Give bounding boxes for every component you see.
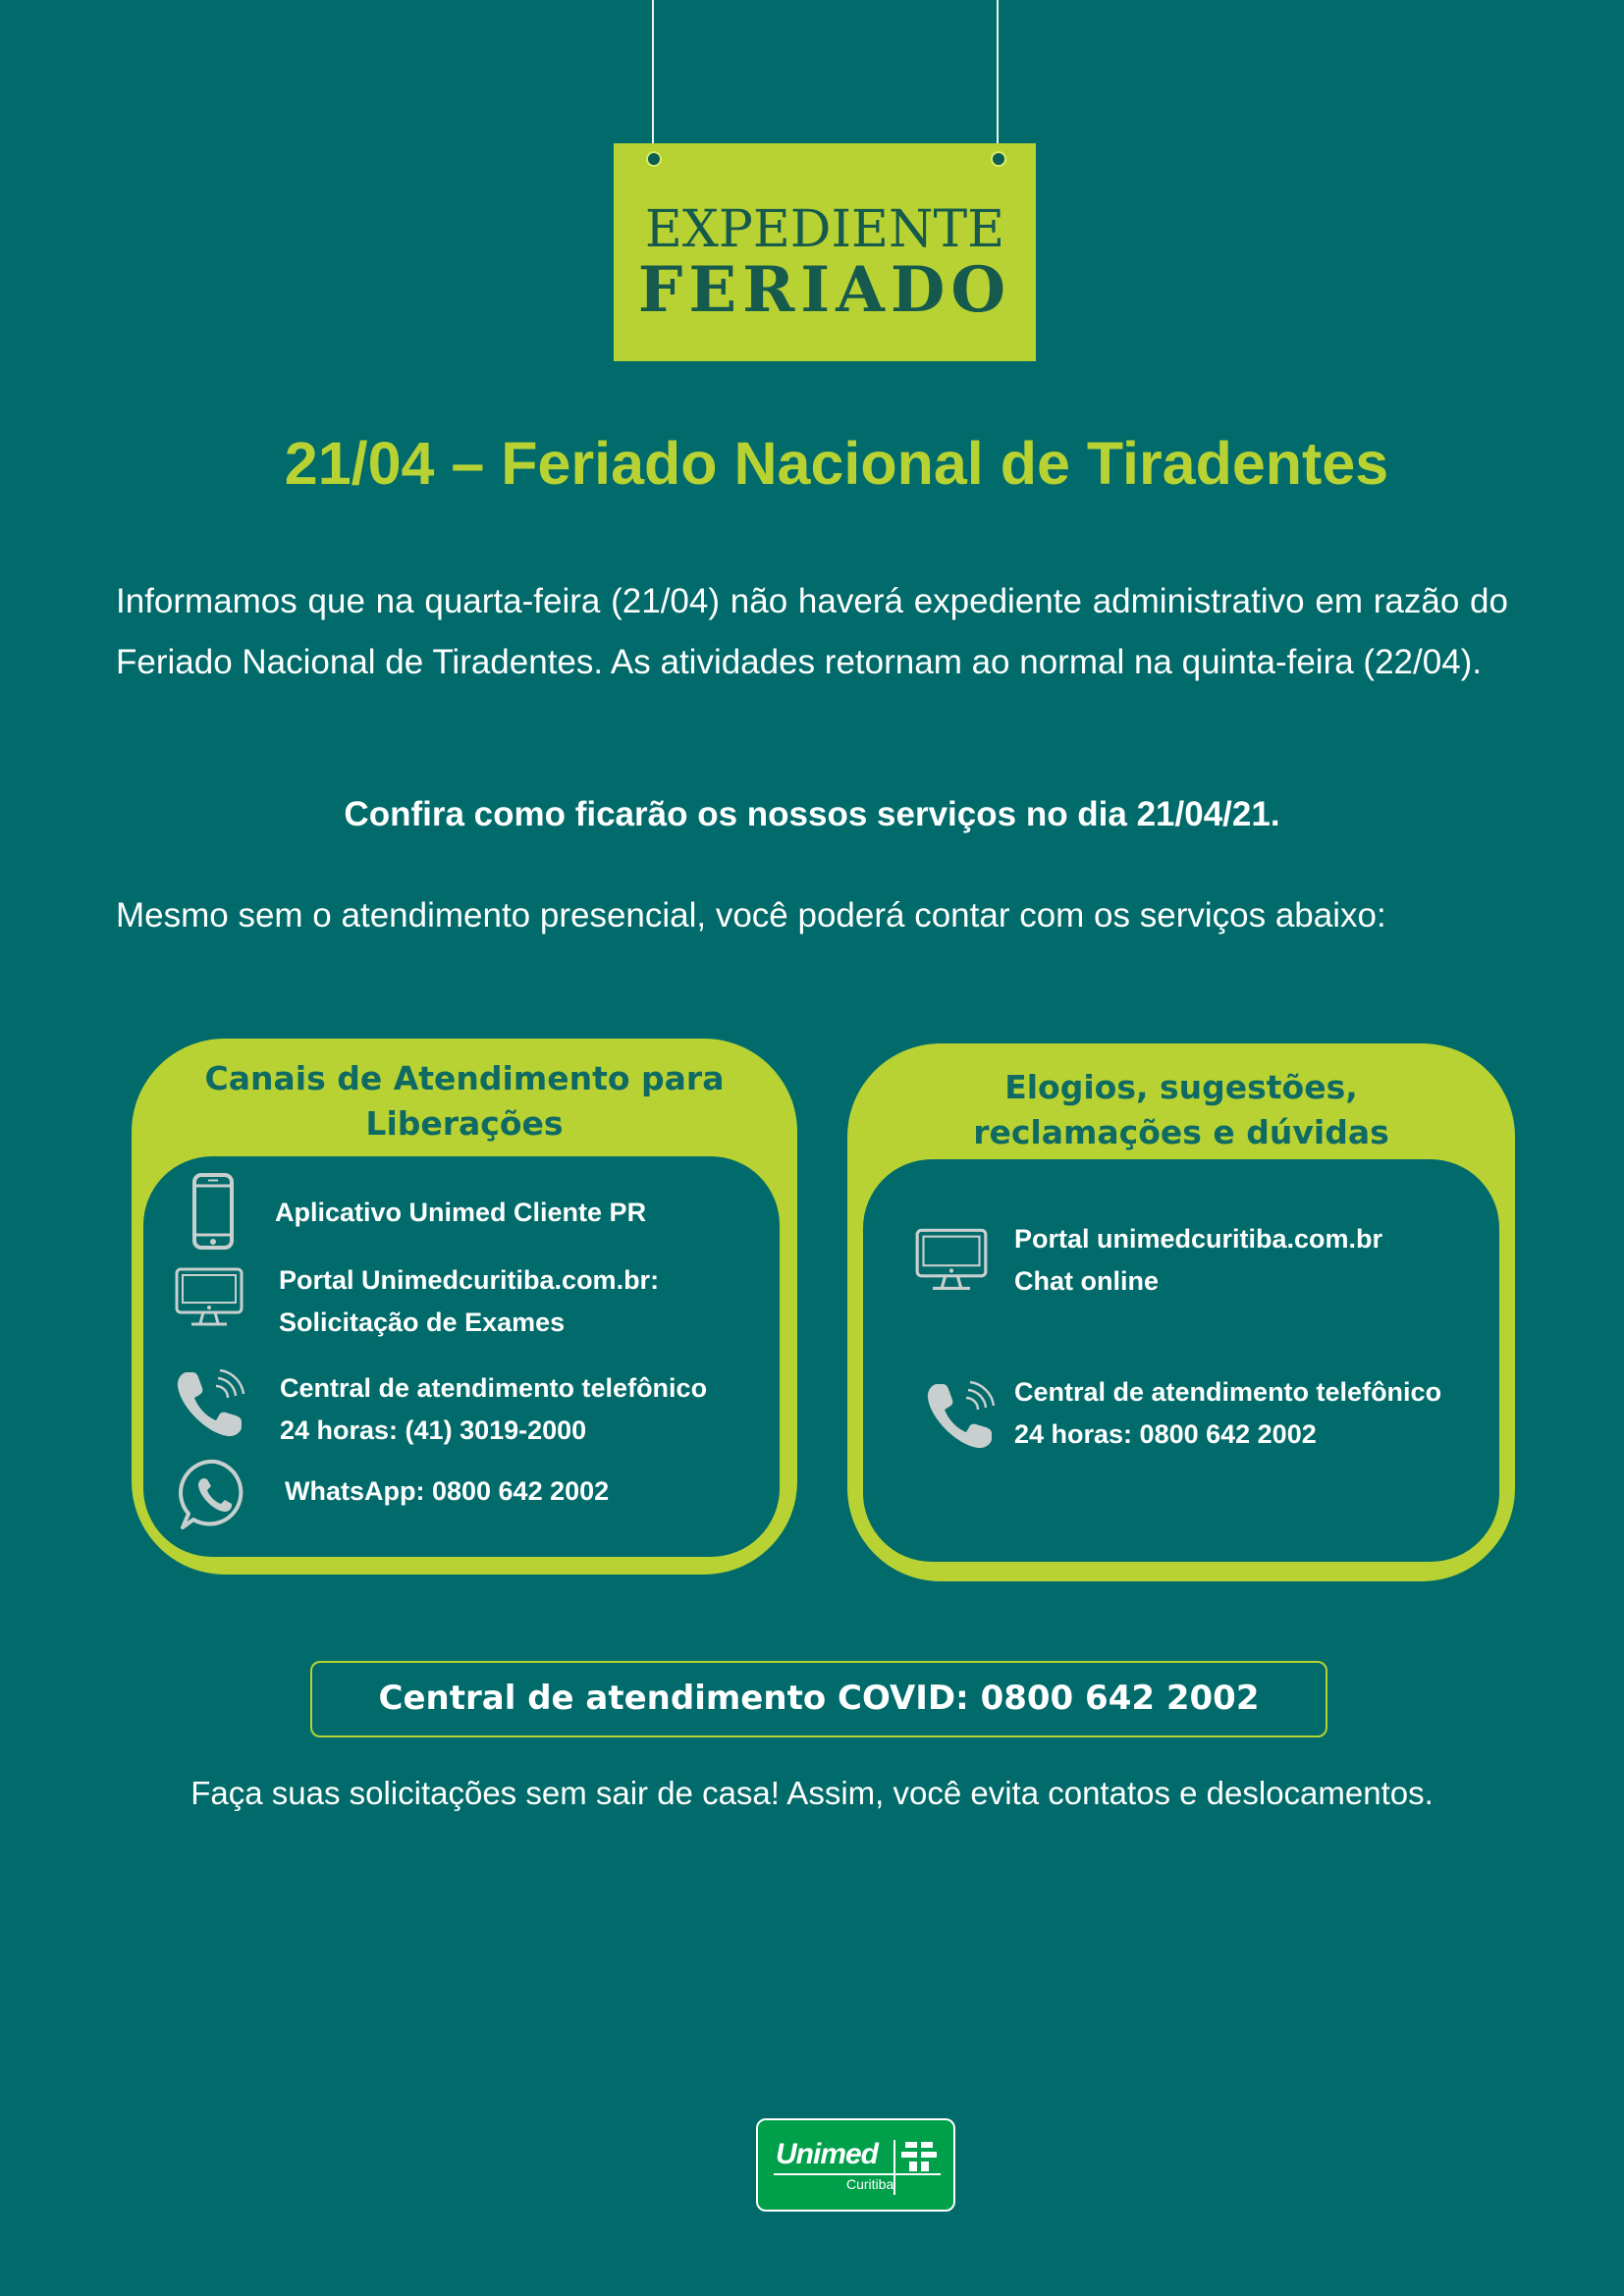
sign-string-left [652,0,654,155]
whatsapp-icon [177,1457,253,1533]
card-elogios [847,1043,1515,1581]
logo-city: Curitiba [846,2176,894,2192]
item-portal-exames [279,1259,659,1344]
monitor-icon [174,1266,244,1331]
closing-message: Faça suas solicitações sem sair de casa! Assim, você evita contatos e deslocamentos. [190,1775,1434,1811]
card-title-line1: Elogios, sugestões, [1004,1068,1358,1106]
item-portal-chat-line2: Chat online [1014,1266,1159,1296]
item-central-line2: 24 horas: (41) 3019-2000 [280,1415,587,1445]
card-title-line2: Liberações [365,1104,564,1143]
item-whatsapp-label: WhatsApp: 0800 642 2002 [285,1476,610,1506]
holiday-sign [614,143,1036,361]
sign-pin-left [646,151,662,167]
page-title: 21/04 – Feriado Nacional de Tiradentes [284,430,1389,497]
services-subtitle: Confira como ficarão os nossos serviços no dia 21/04/21. [344,795,1280,833]
sign-pin-right [991,151,1006,167]
smartphone-icon [191,1172,235,1251]
phone-icon [173,1366,247,1441]
phone-icon [923,1378,998,1453]
item-central-telefonico-2 [1014,1371,1441,1456]
item-central2-line1: Central de atendimento telefônico [1014,1377,1442,1407]
sign-title-line1: EXPEDIENTE [644,200,1005,259]
logo-name: Unimed [776,2138,879,2170]
sign-title-line2: FERIADO [637,253,1012,327]
monitor-icon [914,1227,989,1296]
unimed-logo [756,2118,955,2212]
unimed-tree-icon [899,2138,939,2178]
item-central-line1: Central de atendimento telefônico [280,1373,708,1403]
item-portal-line2: Solicitação de Exames [279,1308,566,1337]
sign-string-right [997,0,999,155]
intro-paragraph: Informamos que na quarta-feira (21/04) não haverá expediente administrativo em razão do Feriado Nacional de Tiradentes. As atividades retornam ao normal na quinta-feira (22/04). [116,582,1508,681]
item-app-label: Aplicativo Unimed Cliente PR [275,1198,647,1227]
card-title [132,1056,797,1147]
logo-vrule [893,2140,895,2195]
item-whatsapp [285,1470,609,1513]
item-portal-chat-line1: Portal unimedcuritiba.com.br [1014,1224,1383,1254]
item-portal-chat [1014,1218,1382,1303]
item-central2-line2: 24 horas: 0800 642 2002 [1014,1419,1317,1449]
card-title-line1: Canais de Atendimento para [204,1059,725,1097]
services-intro: Mesmo sem o atendimento presencial, você poderá contar com os serviços abaixo: [116,896,1386,934]
card-title [847,1065,1515,1155]
item-central-telefonico [280,1367,707,1452]
card-title-line2: reclamações e dúvidas [973,1113,1389,1151]
item-portal-line1: Portal Unimedcuritiba.com.br: [279,1265,660,1295]
covid-hotline-banner: Central de atendimento COVID: 0800 642 2002 [310,1661,1327,1737]
item-app [275,1192,646,1234]
